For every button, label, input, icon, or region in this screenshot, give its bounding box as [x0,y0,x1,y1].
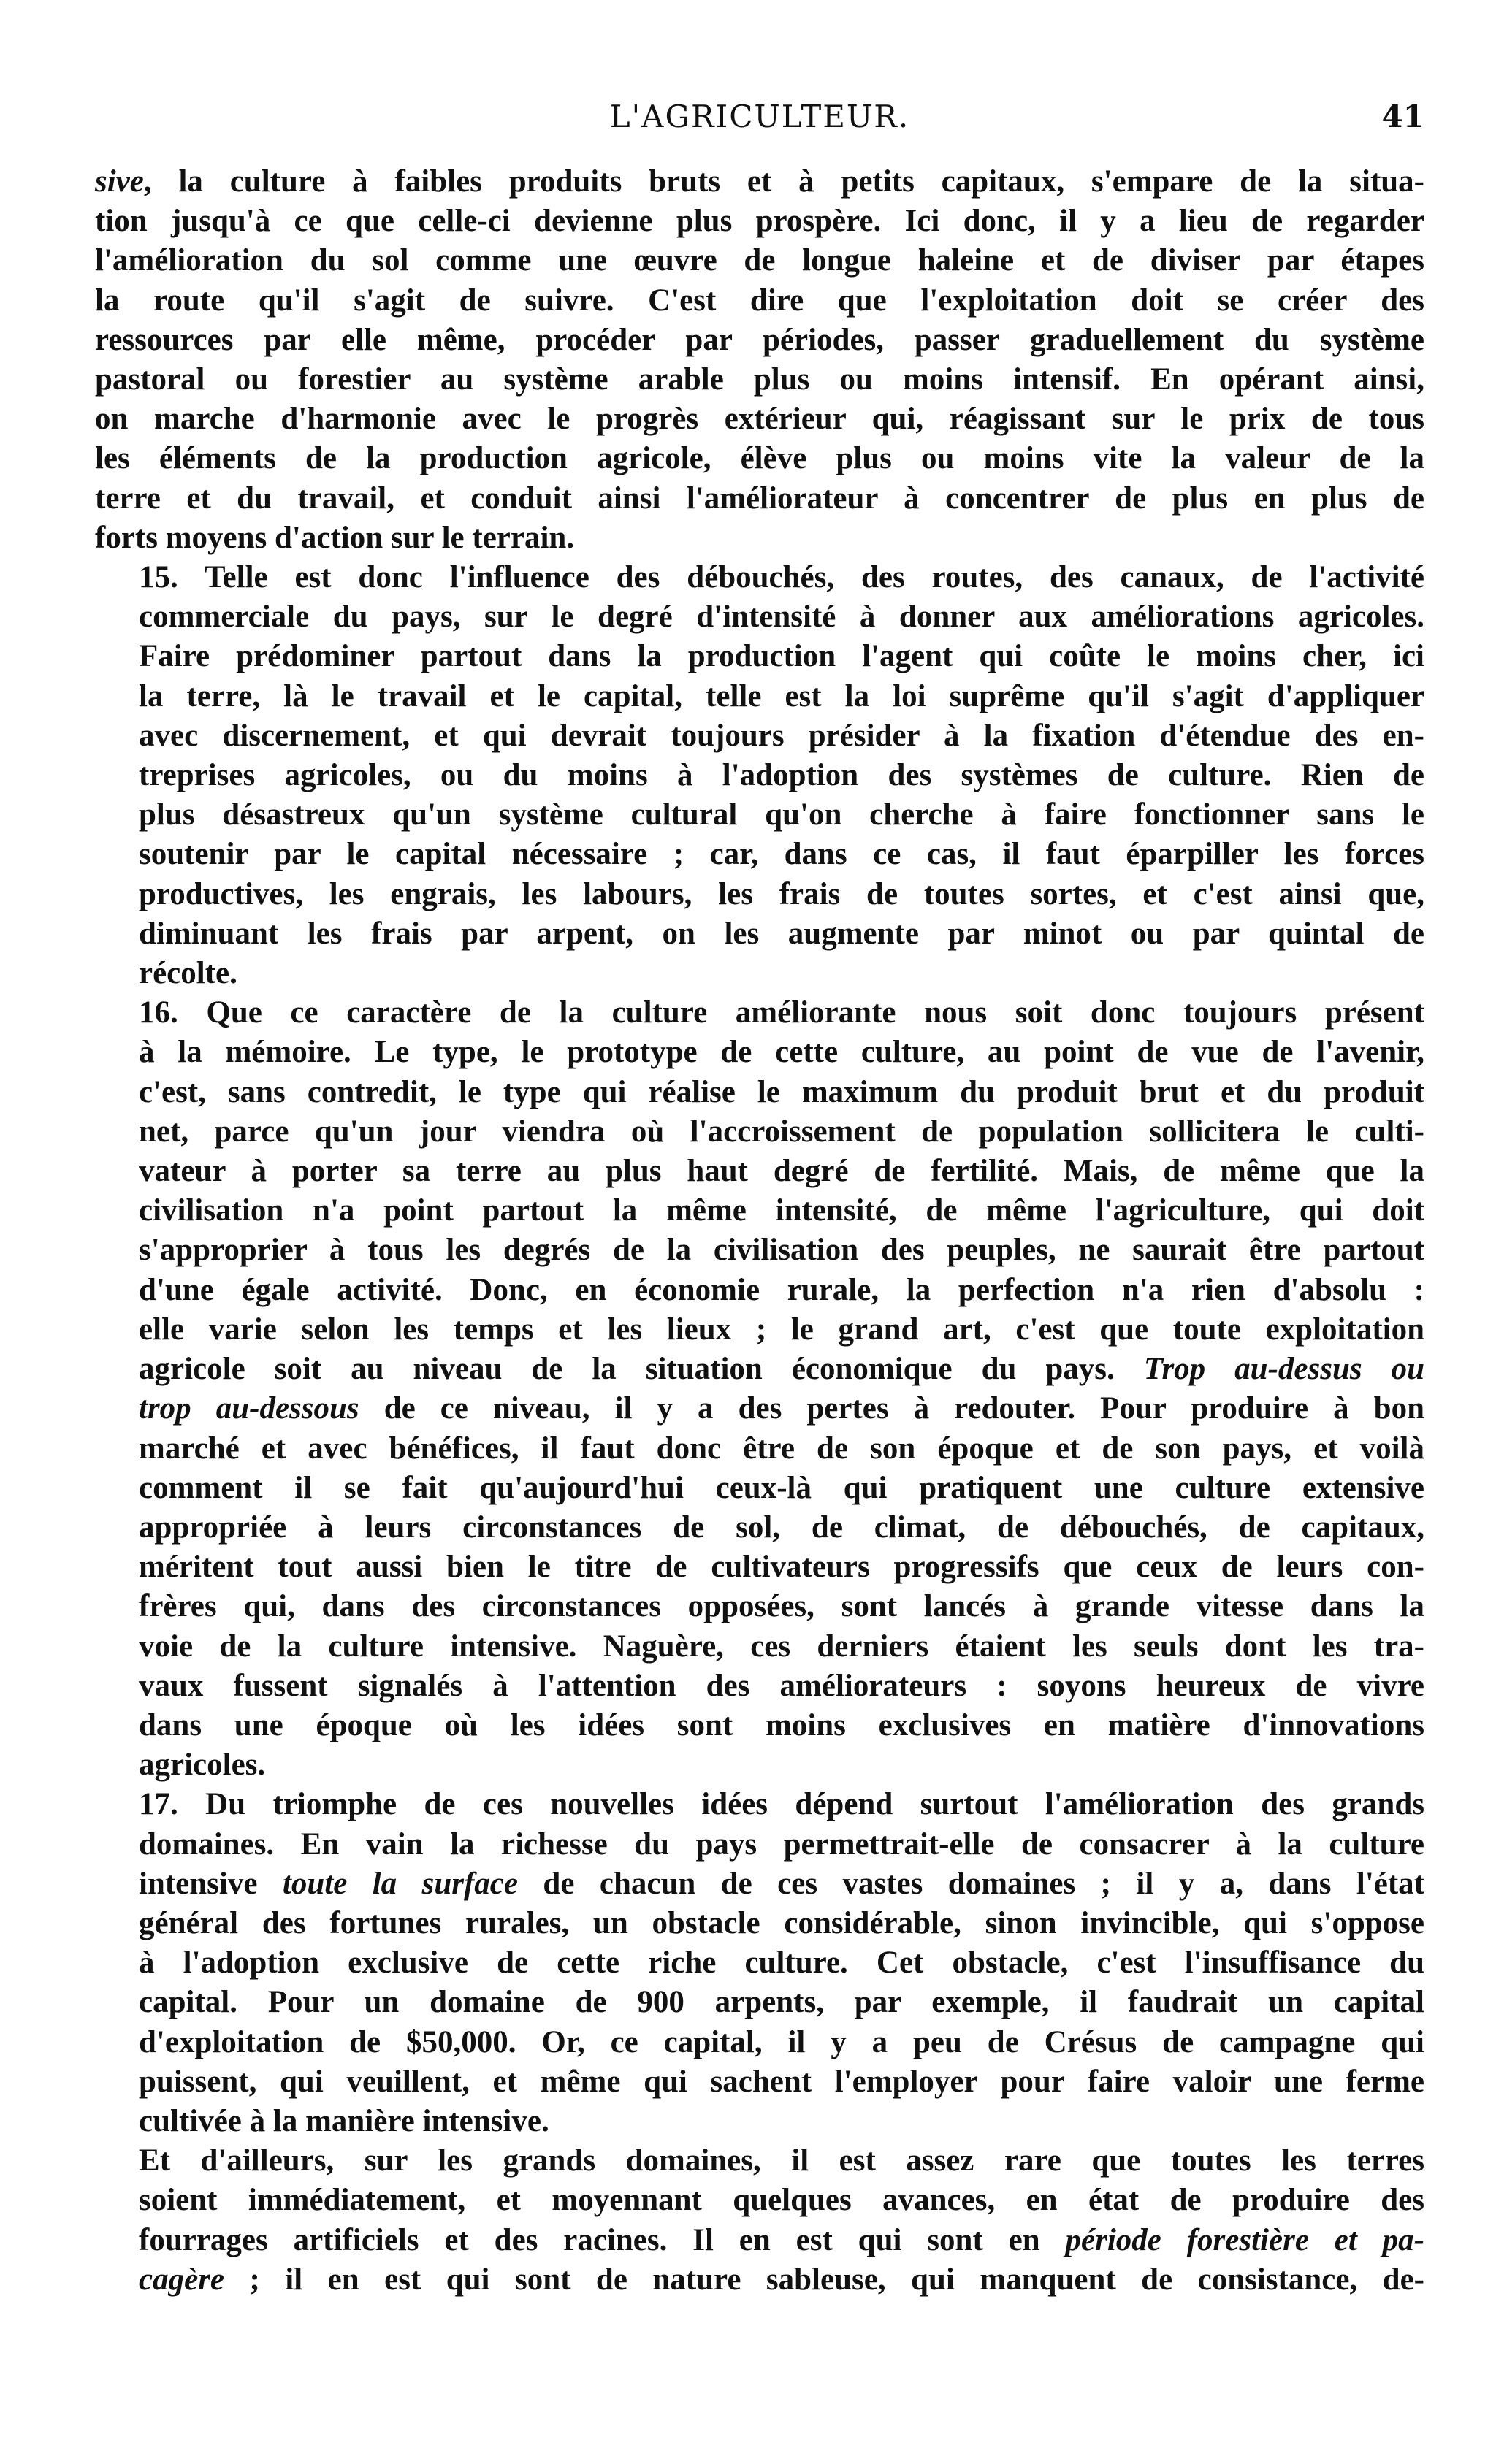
text-run: de ce niveau, il y a des pertes à redouter. Pour produire à bon [359,1391,1424,1426]
text-line: diminuant les frais par arpent, on les augmente par minot ou par quintal de [139,916,1424,951]
text-line: 15. Telle est donc l'influence des débouchés, des routes, des canaux, de l'activité [139,560,1424,595]
text-line: plus désastreux qu'un système cultural qu'on cherche à faire fonctionner sans le [139,797,1424,833]
text-line: commerciale du pays, sur le degré d'intensité à donner aux améliorations agricoles. [139,600,1424,635]
paragraph-15 [95,558,1424,993]
text-line [95,162,1424,202]
text-line: la route qu'il s'agit de suivre. C'est dire que l'exploitation doit se créer des [95,283,1424,318]
text-line [95,2221,1424,2260]
text-line: productives, les engrais, les labours, les frais de toutes sortes, et c'est ainsi que, [139,876,1424,911]
text-line: civilisation n'a point partout la même intensité, de même l'agriculture, qui doit [139,1193,1424,1228]
page-number: 41 [1381,99,1424,134]
text-line: s'approprier à tous les degrés de la civilisation des peuples, ne saurait être partout [139,1233,1424,1268]
text-line: Et d'ailleurs, sur les grands domaines, il est assez rare que toutes les terres [139,2143,1424,2178]
book-page [95,88,1424,2300]
text-line: c'est, sans contredit, le type qui réalise le maximum du produit brut et du produit [139,1074,1424,1109]
italic-text: trop au-dessous [139,1391,359,1426]
text-line: à la mémoire. Le type, le prototype de cette culture, au point de vue de l'avenir, [139,1035,1424,1070]
text-line [95,1864,1424,1904]
text-line: elle varie selon les temps et les lieux ; le grand art, c'est que toute exploitation [139,1312,1424,1347]
text-line: les éléments de la production agricole, élève plus ou moins vite la valeur de la [95,441,1424,476]
text-line [95,2260,1424,2300]
text-line: puissent, qui veuillent, et même qui sachent l'employer pour faire valoir une ferme [139,2064,1424,2099]
text-line: tion jusqu'à ce que celle-ci devienne plus prospère. Ici donc, il y a lieu de regarder [95,204,1424,239]
text-line: avec discernement, et qui devrait toujours présider à la fixation d'étendue des en- [139,718,1424,753]
paragraph-16 [95,993,1424,1785]
paragraph-et-dailleurs [95,2141,1424,2300]
text-line: treprises agricoles, ou du moins à l'adoption des systèmes de culture. Rien de [139,758,1424,793]
text-line: général des fortunes rurales, un obstacle considérable, sinon invincible, qui s'oppose [139,1905,1424,1940]
paragraph-17 [95,1785,1424,2141]
body-text [95,162,1424,2300]
text-run: fourrages artificiels et des racines. Il en est qui sont en [139,2222,1066,2257]
italic-text: Trop au-dessus ou [1143,1352,1424,1387]
text-line: récolte. [139,956,237,991]
text-line: 17. Du triomphe de ces nouvelles idées dépend surtout l'amélioration des grands [139,1787,1424,1822]
text-line: terre et du travail, et conduit ainsi l'améliorateur à concentrer de plus en plus de [95,481,1424,516]
text-line: domaines. En vain la richesse du pays permettrait-elle de consacrer à la culture [139,1826,1424,1862]
text-line: d'une égale activité. Donc, en économie rurale, la perfection n'a rien d'absolu : [139,1272,1424,1307]
italic-text: toute la surface [282,1866,518,1901]
italic-text: sive [95,164,144,199]
text-line: appropriée à leurs circonstances de sol, de climat, de débouchés, de capitaux, [139,1510,1424,1545]
text-line: vaux fussent signalés à l'attention des améliorateurs : soyons heureux de vivre [139,1668,1424,1703]
text-line: méritent tout aussi bien le titre de cultivateurs progressifs que ceux de leurs con- [139,1550,1424,1585]
text-line: frères qui, dans des circonstances opposées, sont lancés à grande vitesse dans la [139,1589,1424,1624]
text-line: forts moyens d'action sur le terrain. [95,520,575,555]
text-line [95,1389,1424,1428]
text-line: comment il se fait qu'aujourd'hui ceux-là qui pratiquent une culture extensive [139,1470,1424,1505]
text-line: Faire prédominer partout dans la production l'agent qui coûte le moins cher, ici [139,639,1424,674]
text-line: vateur à porter sa terre au plus haut degré de fertilité. Mais, de même que la [139,1154,1424,1189]
italic-text: cagère [139,2262,224,2297]
text-run: ; il en est qui sont de nature sableuse, qui manquent de consistance, de- [224,2262,1424,2297]
text-line: dans une époque où les idées sont moins exclusives en matière d'innovations [139,1707,1424,1742]
text-run: de chacun de ces vastes domaines ; il y a, dans l'état [517,1866,1424,1901]
text-line: soient immédiatement, et moyennant quelques avances, en état de produire des [139,2183,1424,2218]
text-line: cultivée à la manière intensive. [139,2103,549,2138]
text-line: à l'adoption exclusive de cette riche culture. Cet obstacle, c'est l'insuffisance du [139,1945,1424,1981]
text-line: on marche d'harmonie avec le progrès extérieur qui, réagissant sur le prix de tous [95,402,1424,437]
running-title: L'AGRICULTEUR. [609,99,910,134]
text-line: agricoles. [139,1748,266,1783]
text-run: , la culture à faibles produits bruts et à petits capitaux, s'empare de la situa- [143,164,1424,199]
text-line: soutenir par le capital nécessaire ; car, dans ce cas, il faut éparpiller les forces [139,837,1424,872]
text-line: capital. Pour un domaine de 900 arpents, par exemple, il faudrait un capital [139,1985,1424,2020]
text-line: d'exploitation de $50,000. Or, ce capital, il y a peu de Crésus de campagne qui [139,2024,1424,2059]
text-line: marché et avec bénéfices, il faut donc être de son époque et de son pays, et voilà [139,1431,1424,1466]
italic-text: période forestière et pa- [1065,2222,1424,2257]
text-line [95,1350,1424,1389]
text-line: voie de la culture intensive. Naguère, ces derniers étaient les seuls dont les tra- [139,1629,1424,1664]
running-header [95,88,1424,146]
text-line: 16. Que ce caractère de la culture améliorante nous soit donc toujours présent [139,995,1424,1030]
text-line: ressources par elle même, procéder par périodes, passer graduellement du système [95,322,1424,357]
text-run: intensive [139,1866,283,1901]
paragraph-continuation [95,162,1424,558]
text-run: agricole soit au niveau de la situation économique du pays. [139,1352,1144,1387]
text-line: pastoral ou forestier au système arable plus ou moins intensif. En opérant ainsi, [95,362,1424,397]
text-line: net, parce qu'un jour viendra où l'accroissement de population sollicitera le culti- [139,1114,1424,1149]
text-line: la terre, là le travail et le capital, telle est la loi suprême qu'il s'agit d'appliquer [139,678,1424,713]
text-line: l'amélioration du sol comme une œuvre de longue haleine et de diviser par étapes [95,243,1424,278]
